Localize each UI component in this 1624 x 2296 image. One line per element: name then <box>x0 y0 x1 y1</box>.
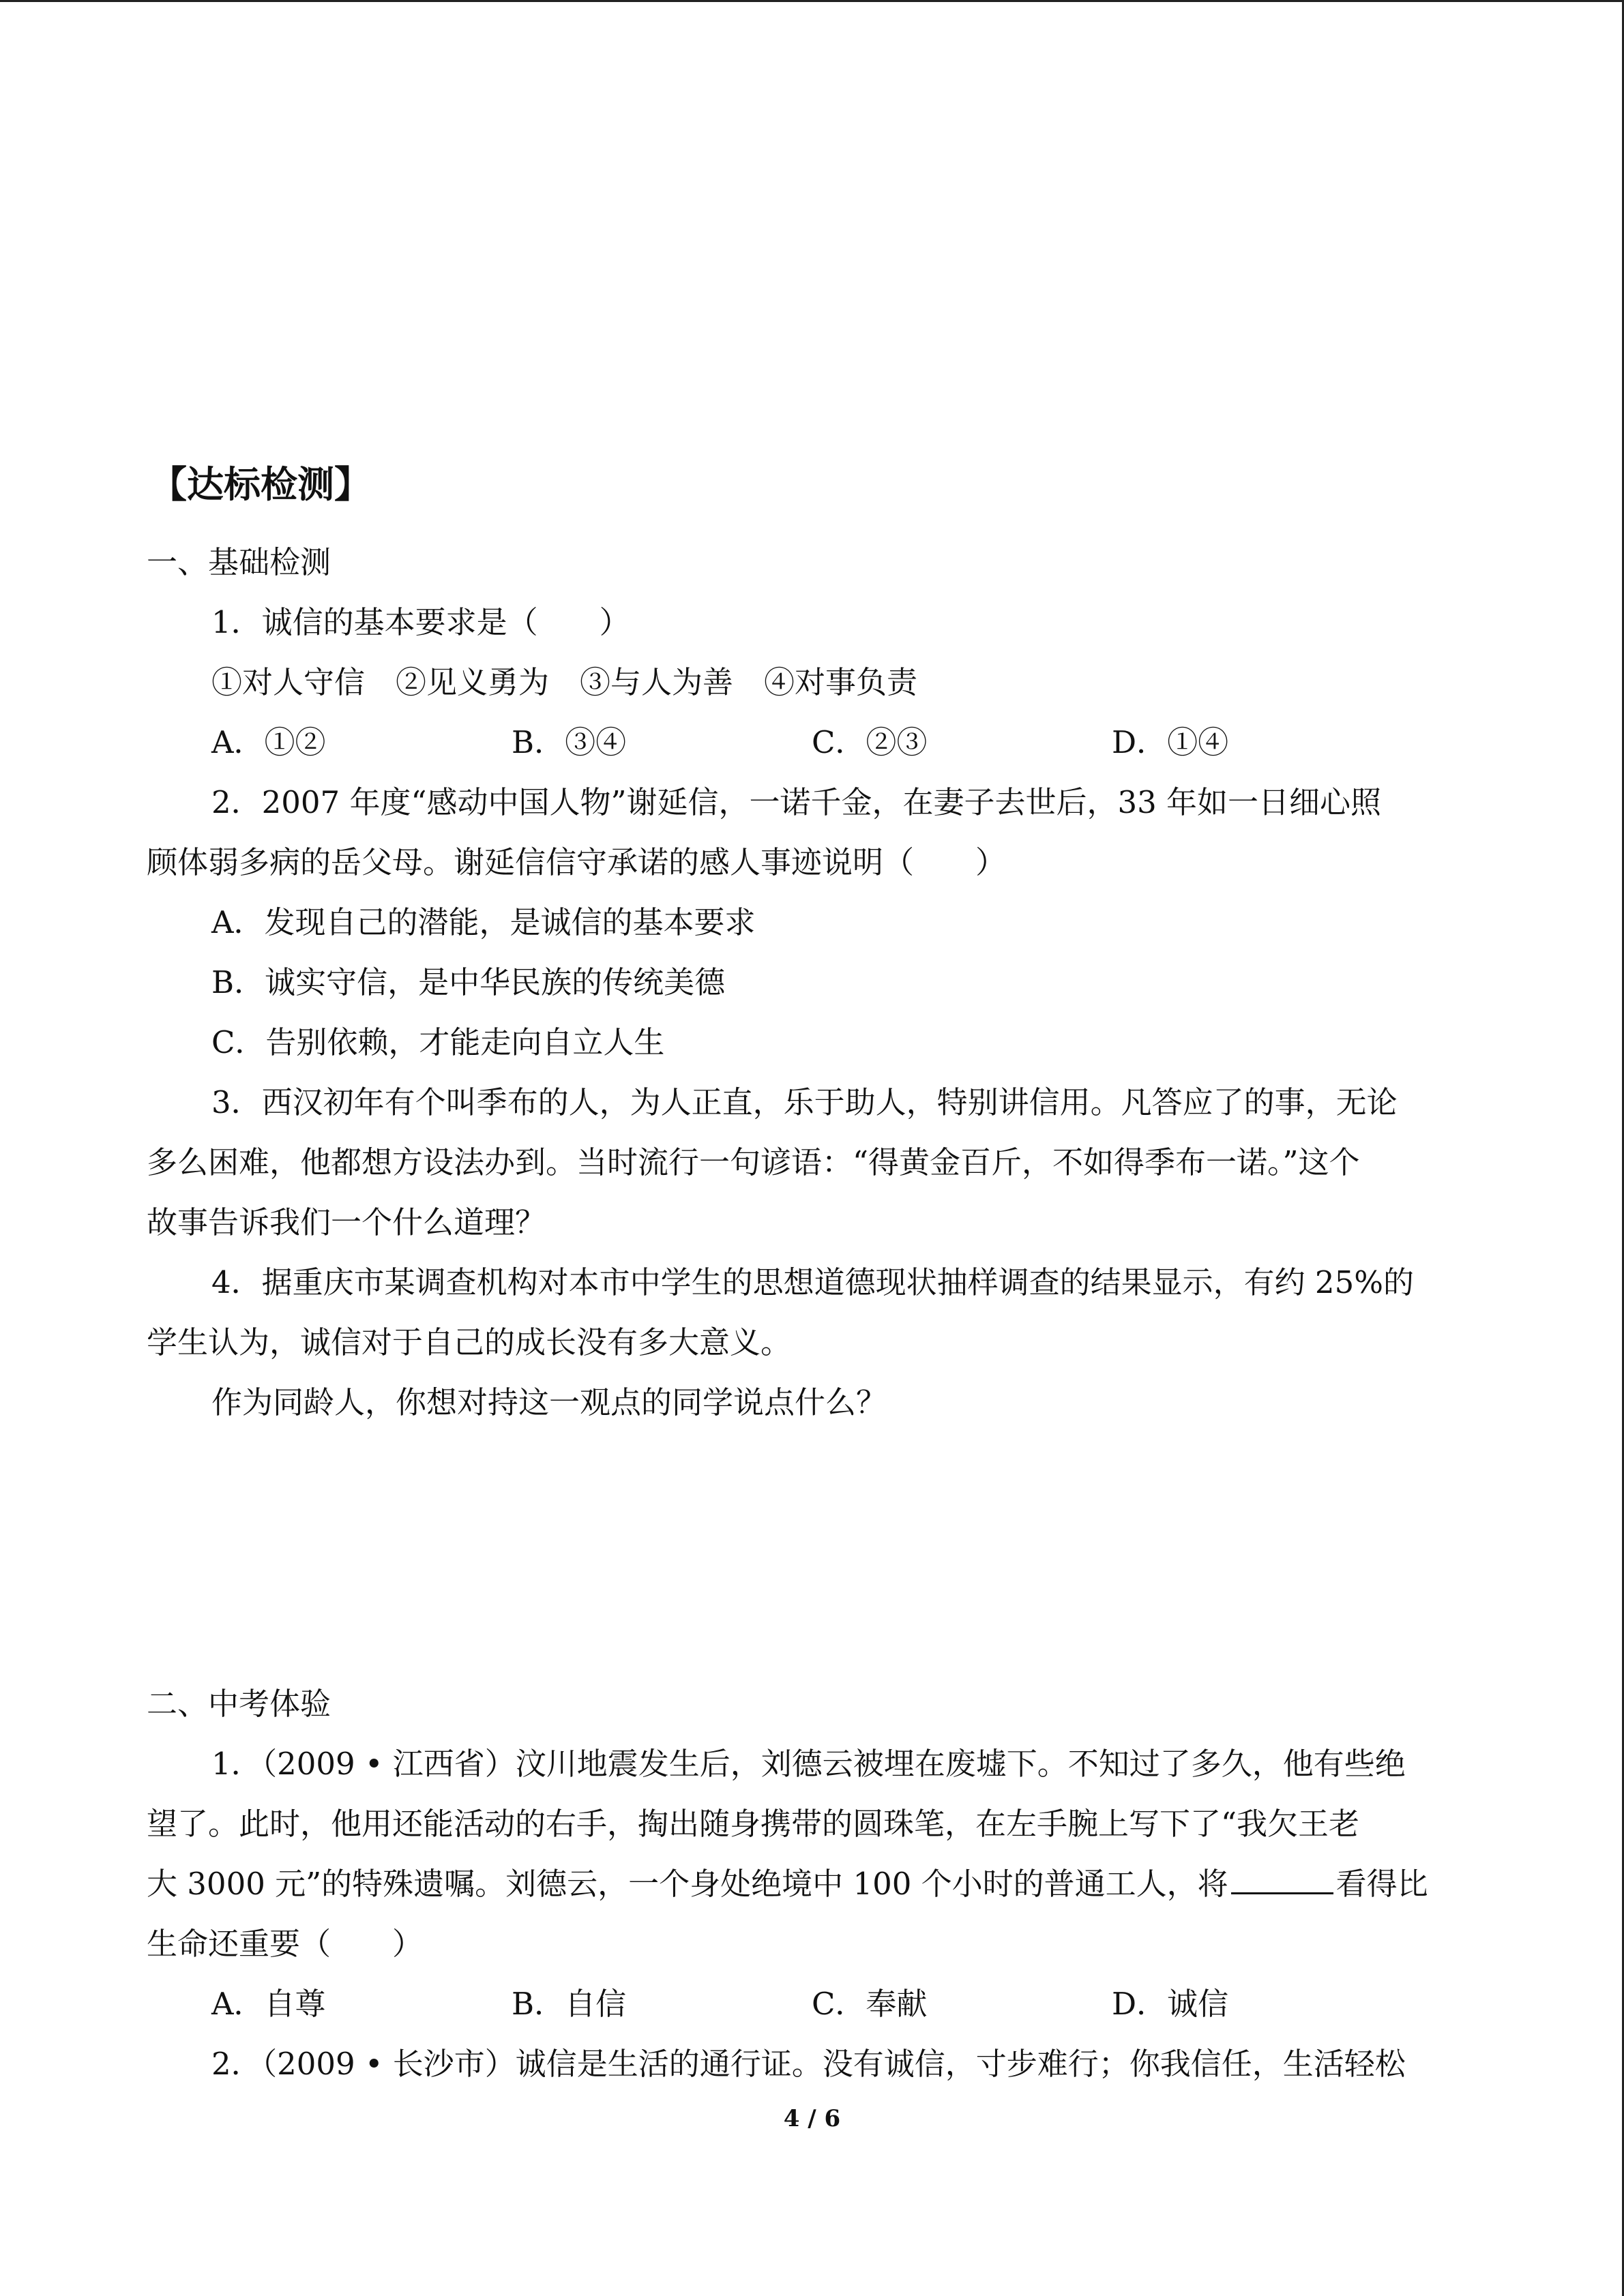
answer-blank <box>1231 1866 1333 1894</box>
p2-q1-option-b: B．自信 <box>512 1986 627 2022</box>
section-title: 【达标检测】 <box>150 462 371 506</box>
q4-line1: 4．据重庆市某调查机构对本市中学生的思想道德现状抽样调查的结果显示，有约 25%的 <box>211 1264 1414 1300</box>
page-number: 4 / 6 <box>783 2105 841 2132</box>
part2-title: 二、中考体验 <box>147 1686 331 1722</box>
part1-title: 一、基础检测 <box>147 544 331 580</box>
q4-line2: 学生认为，诚信对于自己的成长没有多大意义。 <box>147 1324 792 1360</box>
p2-q1-option-a: A．自尊 <box>211 1986 326 2022</box>
q3-line1: 3．西汉初年有个叫季布的人，为人正直，乐于助人，特别讲信用。凡答应了的事，无论 <box>211 1084 1398 1120</box>
q2-line1: 2．2007 年度“感动中国人物”谢延信，一诺千金，在妻子去世后，33 年如一日细心照 <box>211 784 1382 820</box>
q2-option-a: A．发现自己的潜能，是诚信的基本要求 <box>211 904 756 940</box>
p2-q1-line3-post: 看得比 <box>1335 1866 1428 1902</box>
q1-items: ①对人守信 ②见义勇为 ③与人为善 ④对事负责 <box>211 664 918 700</box>
q1-option-d: D．①④ <box>1112 724 1229 760</box>
q2-option-b: B．诚实守信，是中华民族的传统美德 <box>211 964 726 1000</box>
p2-q1-line1: 1．（2009 • 江西省）汶川地震发生后，刘德云被埋在废墟下。不知过了多久，他有些绝 <box>211 1746 1406 1782</box>
q1-option-c: C．②③ <box>812 724 928 760</box>
p2-q2-line1: 2．（2009 • 长沙市）诚信是生活的通行证。没有诚信，寸步难行；你我信任，生活轻松 <box>211 2046 1406 2082</box>
p2-q1-line2: 望了。此时，他用还能活动的右手，掏出随身携带的圆珠笔，在左手腕上写下了“我欠王老 <box>147 1806 1360 1842</box>
q3-line2: 多么困难，他都想方设法办到。当时流行一句谚语：“得黄金百斤，不如得季布一诺。”这个 <box>147 1144 1360 1180</box>
p2-q1-option-c: C．奉献 <box>812 1986 928 2022</box>
p2-q1-line3-pre: 大 3000 元”的特殊遗嘱。刘德云，一个身处绝境中 100 个小时的普通工人，将 <box>147 1866 1228 1902</box>
q2-option-c: C．告别依赖，才能走向自立人生 <box>211 1024 665 1060</box>
p2-q1-line4: 生命还重要（ ） <box>147 1926 424 1962</box>
q3-line3: 故事告诉我们一个什么道理？ <box>147 1204 546 1240</box>
q1-option-a: A．①② <box>211 724 326 760</box>
q4-line3: 作为同龄人，你想对持这一观点的同学说点什么？ <box>211 1384 887 1420</box>
q1-option-b: B．③④ <box>512 724 627 760</box>
q1-stem: 1．诚信的基本要求是（ ） <box>211 604 630 640</box>
q2-line2: 顾体弱多病的岳父母。谢延信信守承诺的感人事迹说明（ ） <box>147 844 1007 880</box>
p2-q1-option-d: D．诚信 <box>1112 1986 1229 2022</box>
p2-q1-line3 <box>147 1864 1428 1905</box>
